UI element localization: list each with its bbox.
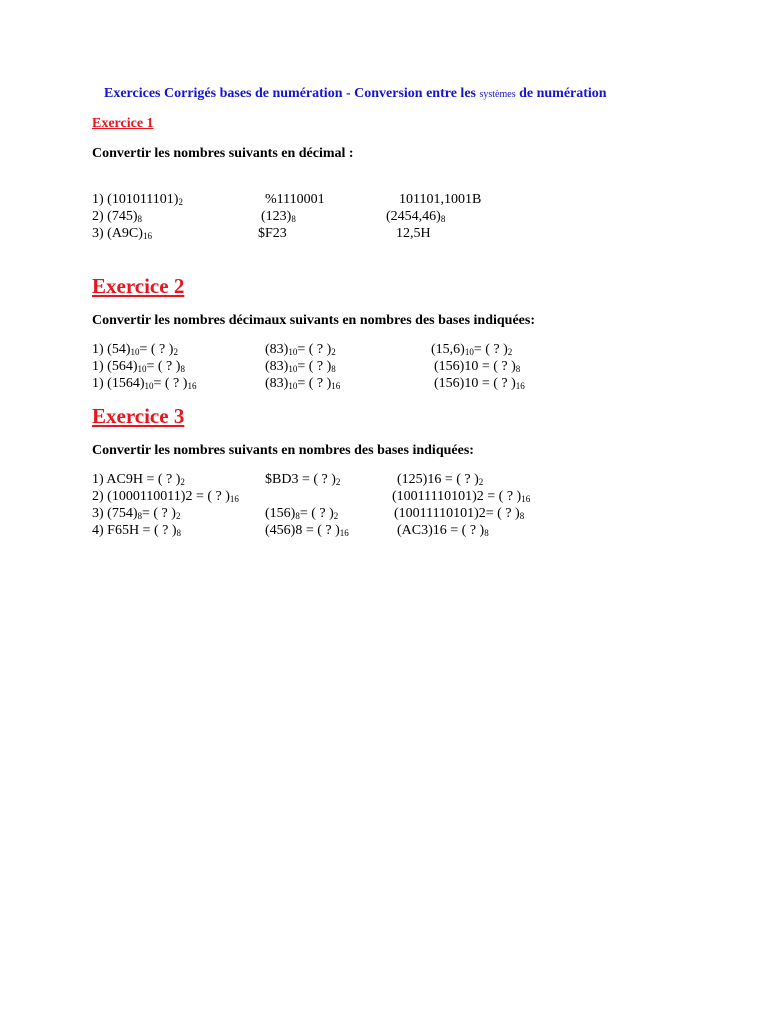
item-text: 12,5H [396,226,431,241]
item-text: 2) (745) [92,209,138,224]
item-text: (156)10 = ( ? ) [434,376,516,391]
exercise2-item [92,342,178,358]
target-base-subscript: 16 [187,381,197,391]
item-text: (456)8 = ( ? ) [265,523,340,538]
item-text: (15,6) [431,342,465,357]
item-text: (83) [265,359,289,374]
base-subscript: 10 [288,381,298,391]
item-text-after: = ( ? ) [153,376,188,391]
base-subscript: 16 [339,528,349,538]
target-base-subscript: 2 [507,347,513,357]
exercise3-item [265,472,340,488]
exercise1-item [396,226,431,242]
target-base-subscript: 2 [173,347,178,357]
exercise1-item [261,209,296,225]
base-subscript: 8 [291,214,296,224]
exercise2-item [265,359,336,375]
exercise2-item [265,342,336,358]
base-subscript: 10 [137,364,147,374]
target-base-subscript: 16 [331,381,341,391]
item-text-after: = ( ? ) [473,342,508,357]
item-text: 2) (1000110011)2 = ( ? ) [92,489,230,504]
item-text-after: = ( ? ) [297,342,332,357]
exercise1-heading: Exercice 1 [92,116,154,131]
base-subscript: 8 [519,511,525,521]
base-subscript: 8 [137,214,142,224]
item-text: 101101,1001B [399,192,482,207]
exercise3-item [397,523,489,539]
base-subscript: 10 [464,347,474,357]
item-text: 3) (A9C) [92,226,143,241]
base-subscript: 2 [178,197,183,207]
item-text-after: = ( ? ) [139,342,174,357]
exercise3-item [92,489,239,505]
item-text: (123) [261,209,292,224]
base-subscript: 2 [180,477,185,487]
item-text: 1) (54) [92,342,131,357]
exercise2-item [92,376,196,392]
exercise3-item [92,506,180,522]
base-subscript: 16 [229,494,239,504]
target-base-subscript: 2 [175,511,181,521]
target-base-subscript: 8 [180,364,185,374]
item-text: 1) AC9H = ( ? ) [92,472,181,487]
title-part2: de numération [515,86,607,101]
base-subscript: 8 [176,528,181,538]
exercise2-item [434,376,525,392]
exercise2-item [265,376,340,392]
target-base-subscript: 2 [331,347,336,357]
exercise1-item [258,226,287,242]
exercise3-instruction: Convertir les nombres suivants en nombres des bases indiquées: [92,443,474,458]
item-text: (10011110101)2 = ( ? ) [392,489,522,504]
exercise2-instruction: Convertir les nombres décimaux suivants en nombres des bases indiquées: [92,313,535,328]
base-subscript: 8 [515,364,521,374]
exercise1-item [92,209,142,225]
exercise3-item [394,506,524,522]
base-subscript: 8 [484,528,489,538]
item-text: (156) [265,506,296,521]
exercise2-item [434,359,520,375]
base-subscript: 8 [137,511,142,521]
target-base-subscript: 2 [333,511,339,521]
item-text-after: = ( ? ) [299,506,334,521]
item-text: %1110001 [265,192,325,207]
base-subscript: 8 [440,214,446,224]
item-text-after: = ( ? ) [142,506,176,521]
target-base-subscript: 8 [331,364,336,374]
item-text: (125)16 = ( ? ) [397,472,479,487]
exercise3-item [92,472,185,488]
item-text: 1) (1564) [92,376,145,391]
base-subscript: 2 [478,477,484,487]
item-text: (AC3)16 = ( ? ) [397,523,485,538]
base-subscript: 16 [521,494,531,504]
item-text: 1) (101011101) [92,192,179,207]
exercise1-instruction: Convertir les nombres suivants en décimal : [92,146,354,161]
item-text: $BD3 = ( ? ) [265,472,336,487]
item-text-after: = ( ? ) [297,359,332,374]
base-subscript: 10 [130,347,140,357]
base-subscript: 8 [295,511,300,521]
title-small-word: systèmes [479,89,516,100]
exercise3-item [92,523,181,539]
exercise1-item [265,192,325,208]
item-text: (2454,46) [386,209,441,224]
exercise1-item [386,209,445,225]
exercise2-item [431,342,512,358]
exercise1-item [92,226,152,242]
title-part1: Exercices Corrigés bases de numération - Conversion entre les [104,86,480,101]
item-text: 4) F65H = ( ? ) [92,523,177,538]
exercise1-item [92,192,183,208]
exercise3-item [392,489,530,505]
base-subscript: 16 [142,231,152,241]
exercise3-item [397,472,483,488]
base-subscript: 10 [288,347,298,357]
item-text: 3) (754) [92,506,138,521]
item-text: (83) [265,376,289,391]
exercise3-item [265,523,349,539]
item-text: (10011110101)2= ( ? ) [394,506,520,521]
document-title [104,86,607,102]
base-subscript: 16 [515,381,525,391]
exercise2-heading: Exercice 2 [92,274,185,298]
item-text-after: = ( ? ) [146,359,181,374]
exercise3-heading: Exercice 3 [92,404,185,428]
exercise2-item [92,359,185,375]
item-text: (156)10 = ( ? ) [434,359,516,374]
base-subscript: 10 [288,364,298,374]
base-subscript: 2 [335,477,341,487]
item-text: $F23 [258,226,287,241]
item-text-after: = ( ? ) [297,376,332,391]
exercise3-item [265,506,338,522]
item-text: 1) (564) [92,359,138,374]
base-subscript: 10 [144,381,154,391]
exercise1-item [399,192,481,208]
item-text: (83) [265,342,289,357]
